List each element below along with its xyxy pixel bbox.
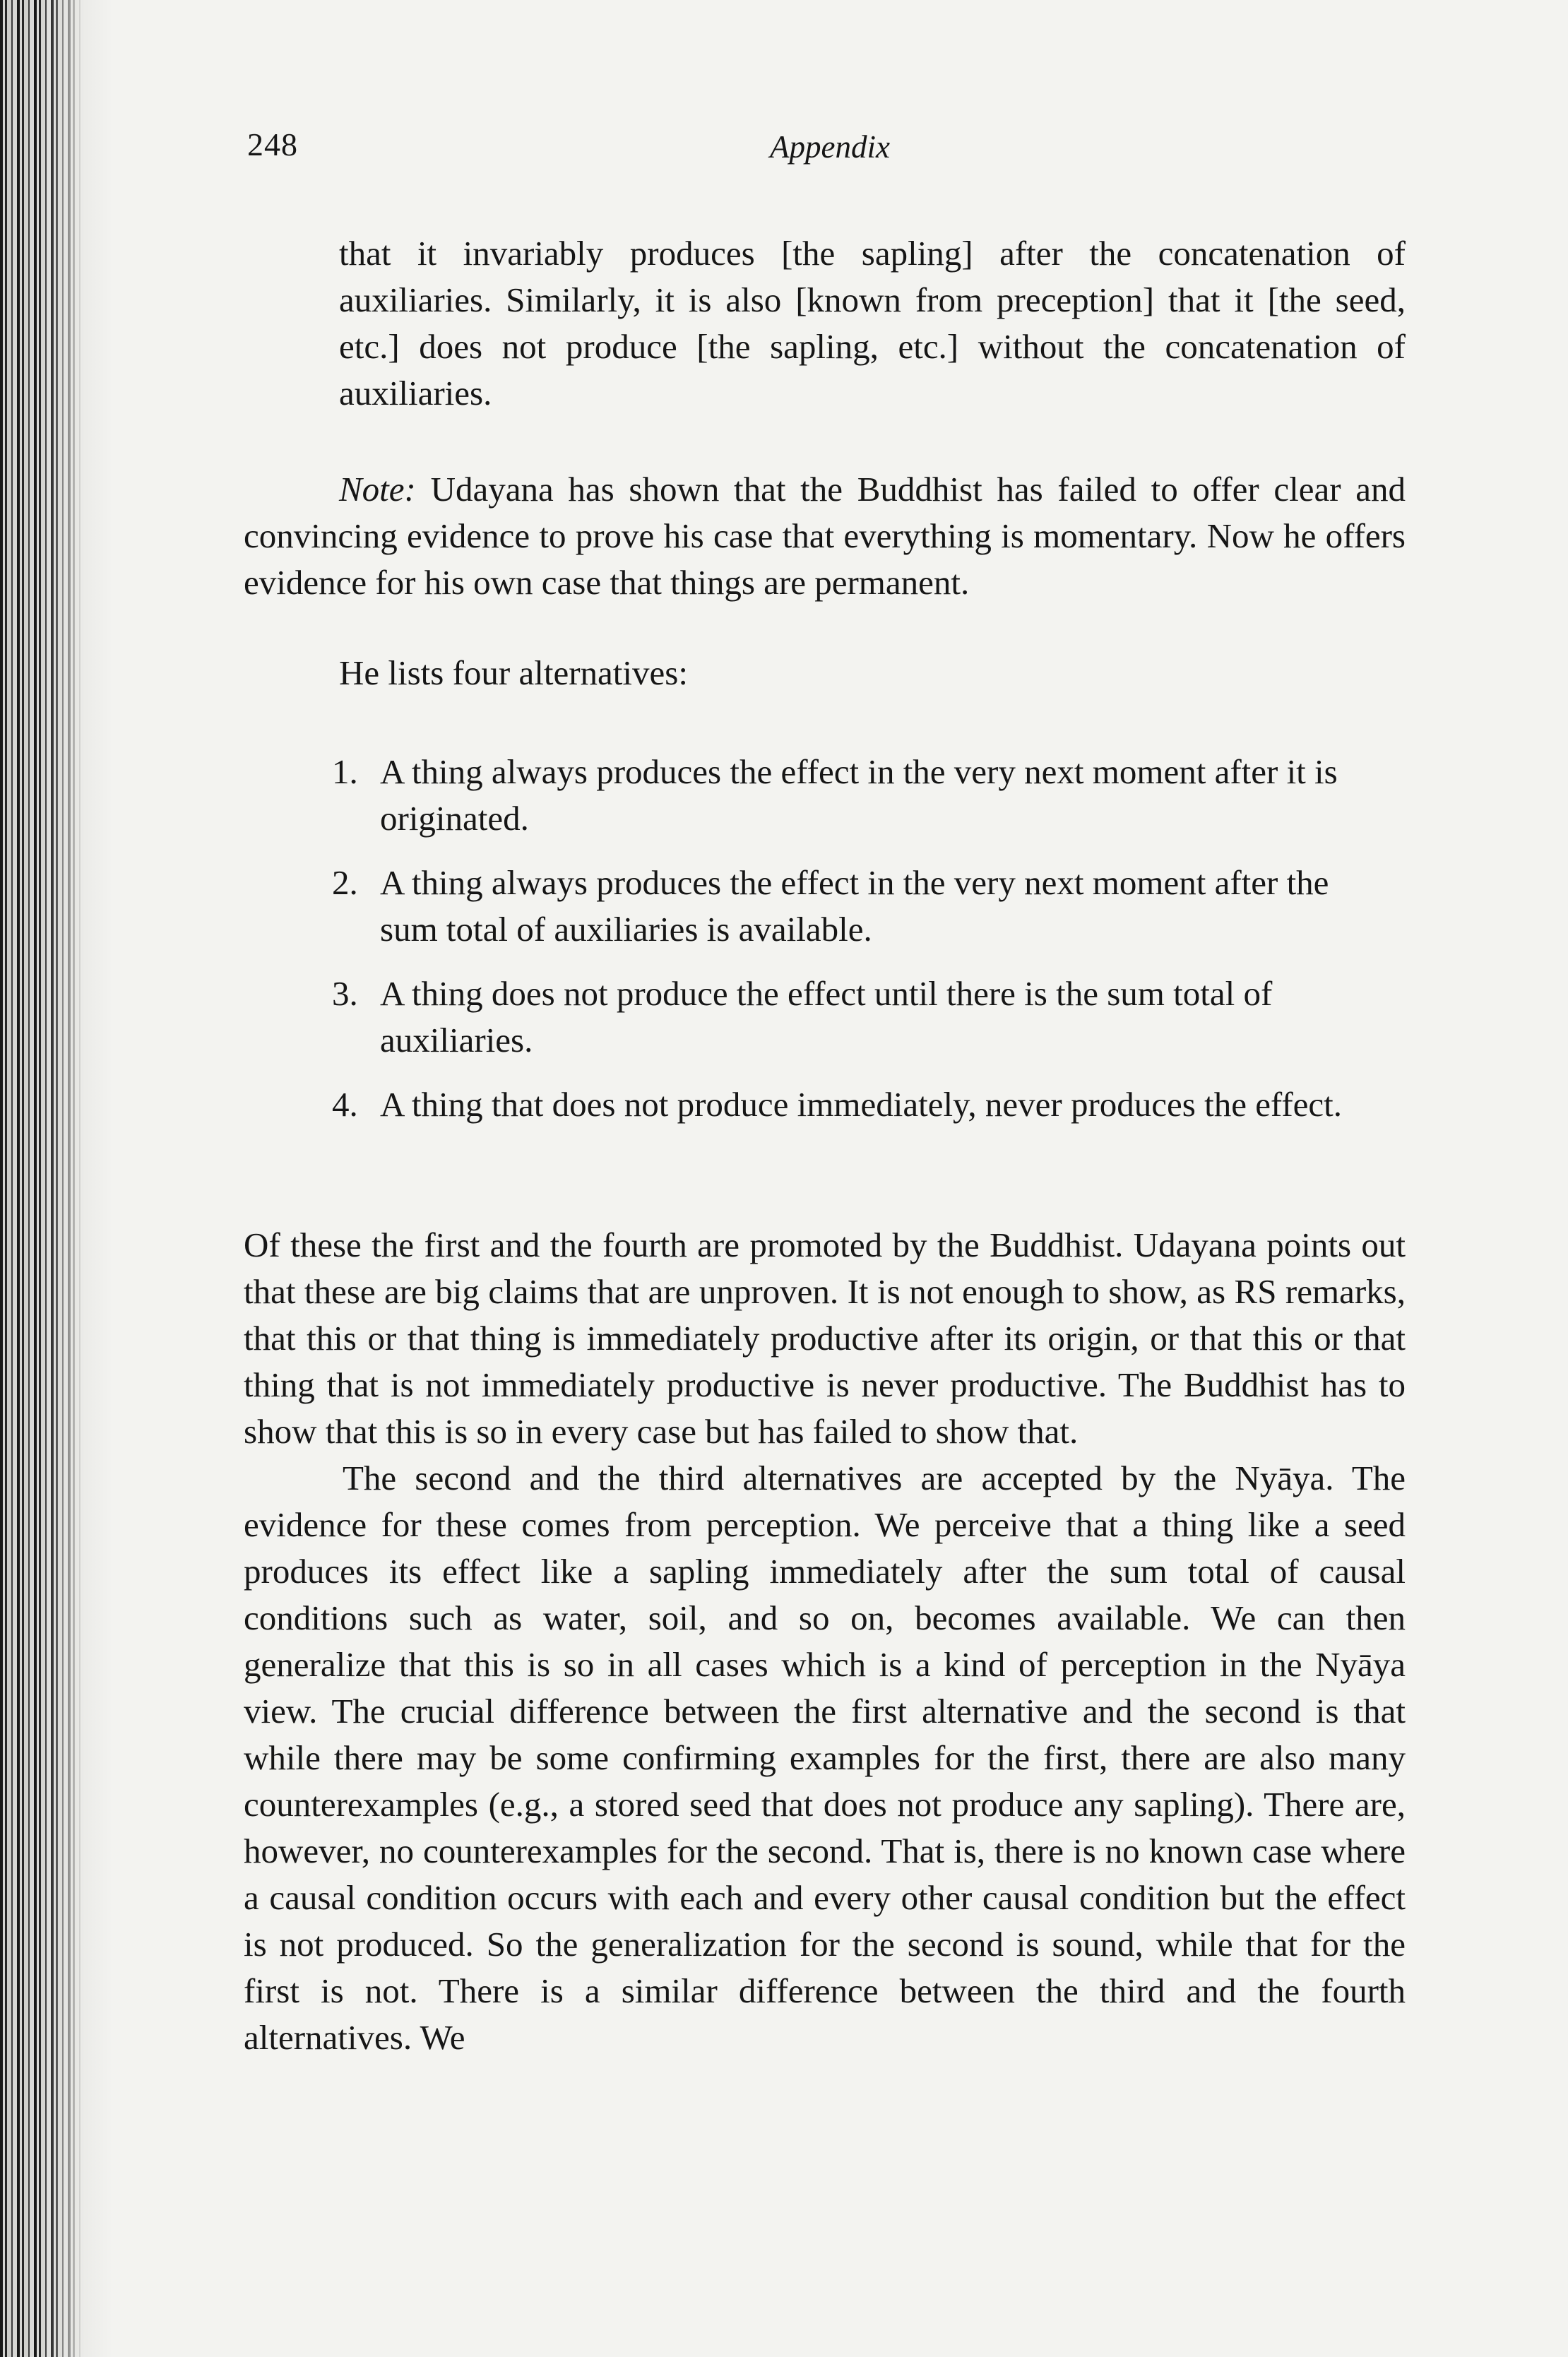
list-item-number: 2.	[332, 863, 358, 902]
page-header	[247, 126, 1413, 182]
alternatives-list	[332, 749, 1370, 1146]
list-item	[332, 1081, 1370, 1128]
list-item	[332, 749, 1370, 842]
body-paragraph: The second and the third alternatives are accepted by the Nyāya. The evidence for these comes from perception. We perceive that a thing like a seed produces its effect like a sapling immediately after the sum total of causal conditions such as water, soil, and so on, becomes available. We can then generalize that this is so in all cases which is a kind of perception in the Nyāya view. The crucial difference between the first alternative and the second is that while there may be some confirming examples for the first, there are also many counterexamples (e.g., a stored seed that does not produce any sapling). There are, however, no counterexamples for the second. That is, there is no known case where a causal condition occurs with each and every other causal condition but the effect is not produced. So the generalization for the second is sound, while that for the first is not. There is a similar difference between the third and the fourth alternatives. We	[244, 1459, 1406, 2057]
list-item-text: A thing always produces the effect in the very next moment after the sum total of auxiliaries is available.	[380, 863, 1329, 949]
note-paragraph	[244, 466, 1406, 606]
discussion-section	[244, 1222, 1406, 2061]
list-item-text: A thing always produces the effect in the very next moment after it is originated.	[380, 752, 1338, 838]
body-paragraph: Of these the first and the fourth are promoted by the Buddhist. Udayana points out that these are big claims that are unproven. It is not enough to show, as RS remarks, that this or that thing is immediately productive after its origin, or that this or that thing that is not immediately productive is never productive. The Buddhist has to show that this is so in every case but has failed to show that.	[244, 1225, 1406, 1451]
continuation-paragraph: that it invariably produces [the sapling] after the concatenation of auxiliaries. Similarly, it is also [known from preception] that it [the seed, etc.] does not produce [the sapling, etc.] without the concatenation of auxiliaries.	[339, 234, 1406, 412]
list-item-text: A thing does not produce the effect until there is the sum total of auxiliaries.	[380, 974, 1273, 1059]
gutter-shadow	[0, 0, 113, 2357]
note-label: Note:	[339, 470, 416, 509]
list-item	[332, 970, 1370, 1064]
list-item-number: 1.	[332, 752, 358, 791]
page-number: 248	[247, 126, 298, 162]
list-item	[332, 860, 1370, 953]
list-item-text: A thing that does not produce immediately, never produces the effect.	[380, 1085, 1343, 1124]
list-item-number: 3.	[332, 974, 358, 1013]
alternatives-lead-in: He lists four alternatives:	[339, 653, 688, 692]
running-head: Appendix	[770, 129, 890, 165]
note-text: Udayana has shown that the Buddhist has failed to offer clear and convincing evidence to prove his case that everything is momentary. Now he offers evidence for his own case that things are permanent.	[244, 470, 1406, 602]
list-item-number: 4.	[332, 1085, 358, 1124]
